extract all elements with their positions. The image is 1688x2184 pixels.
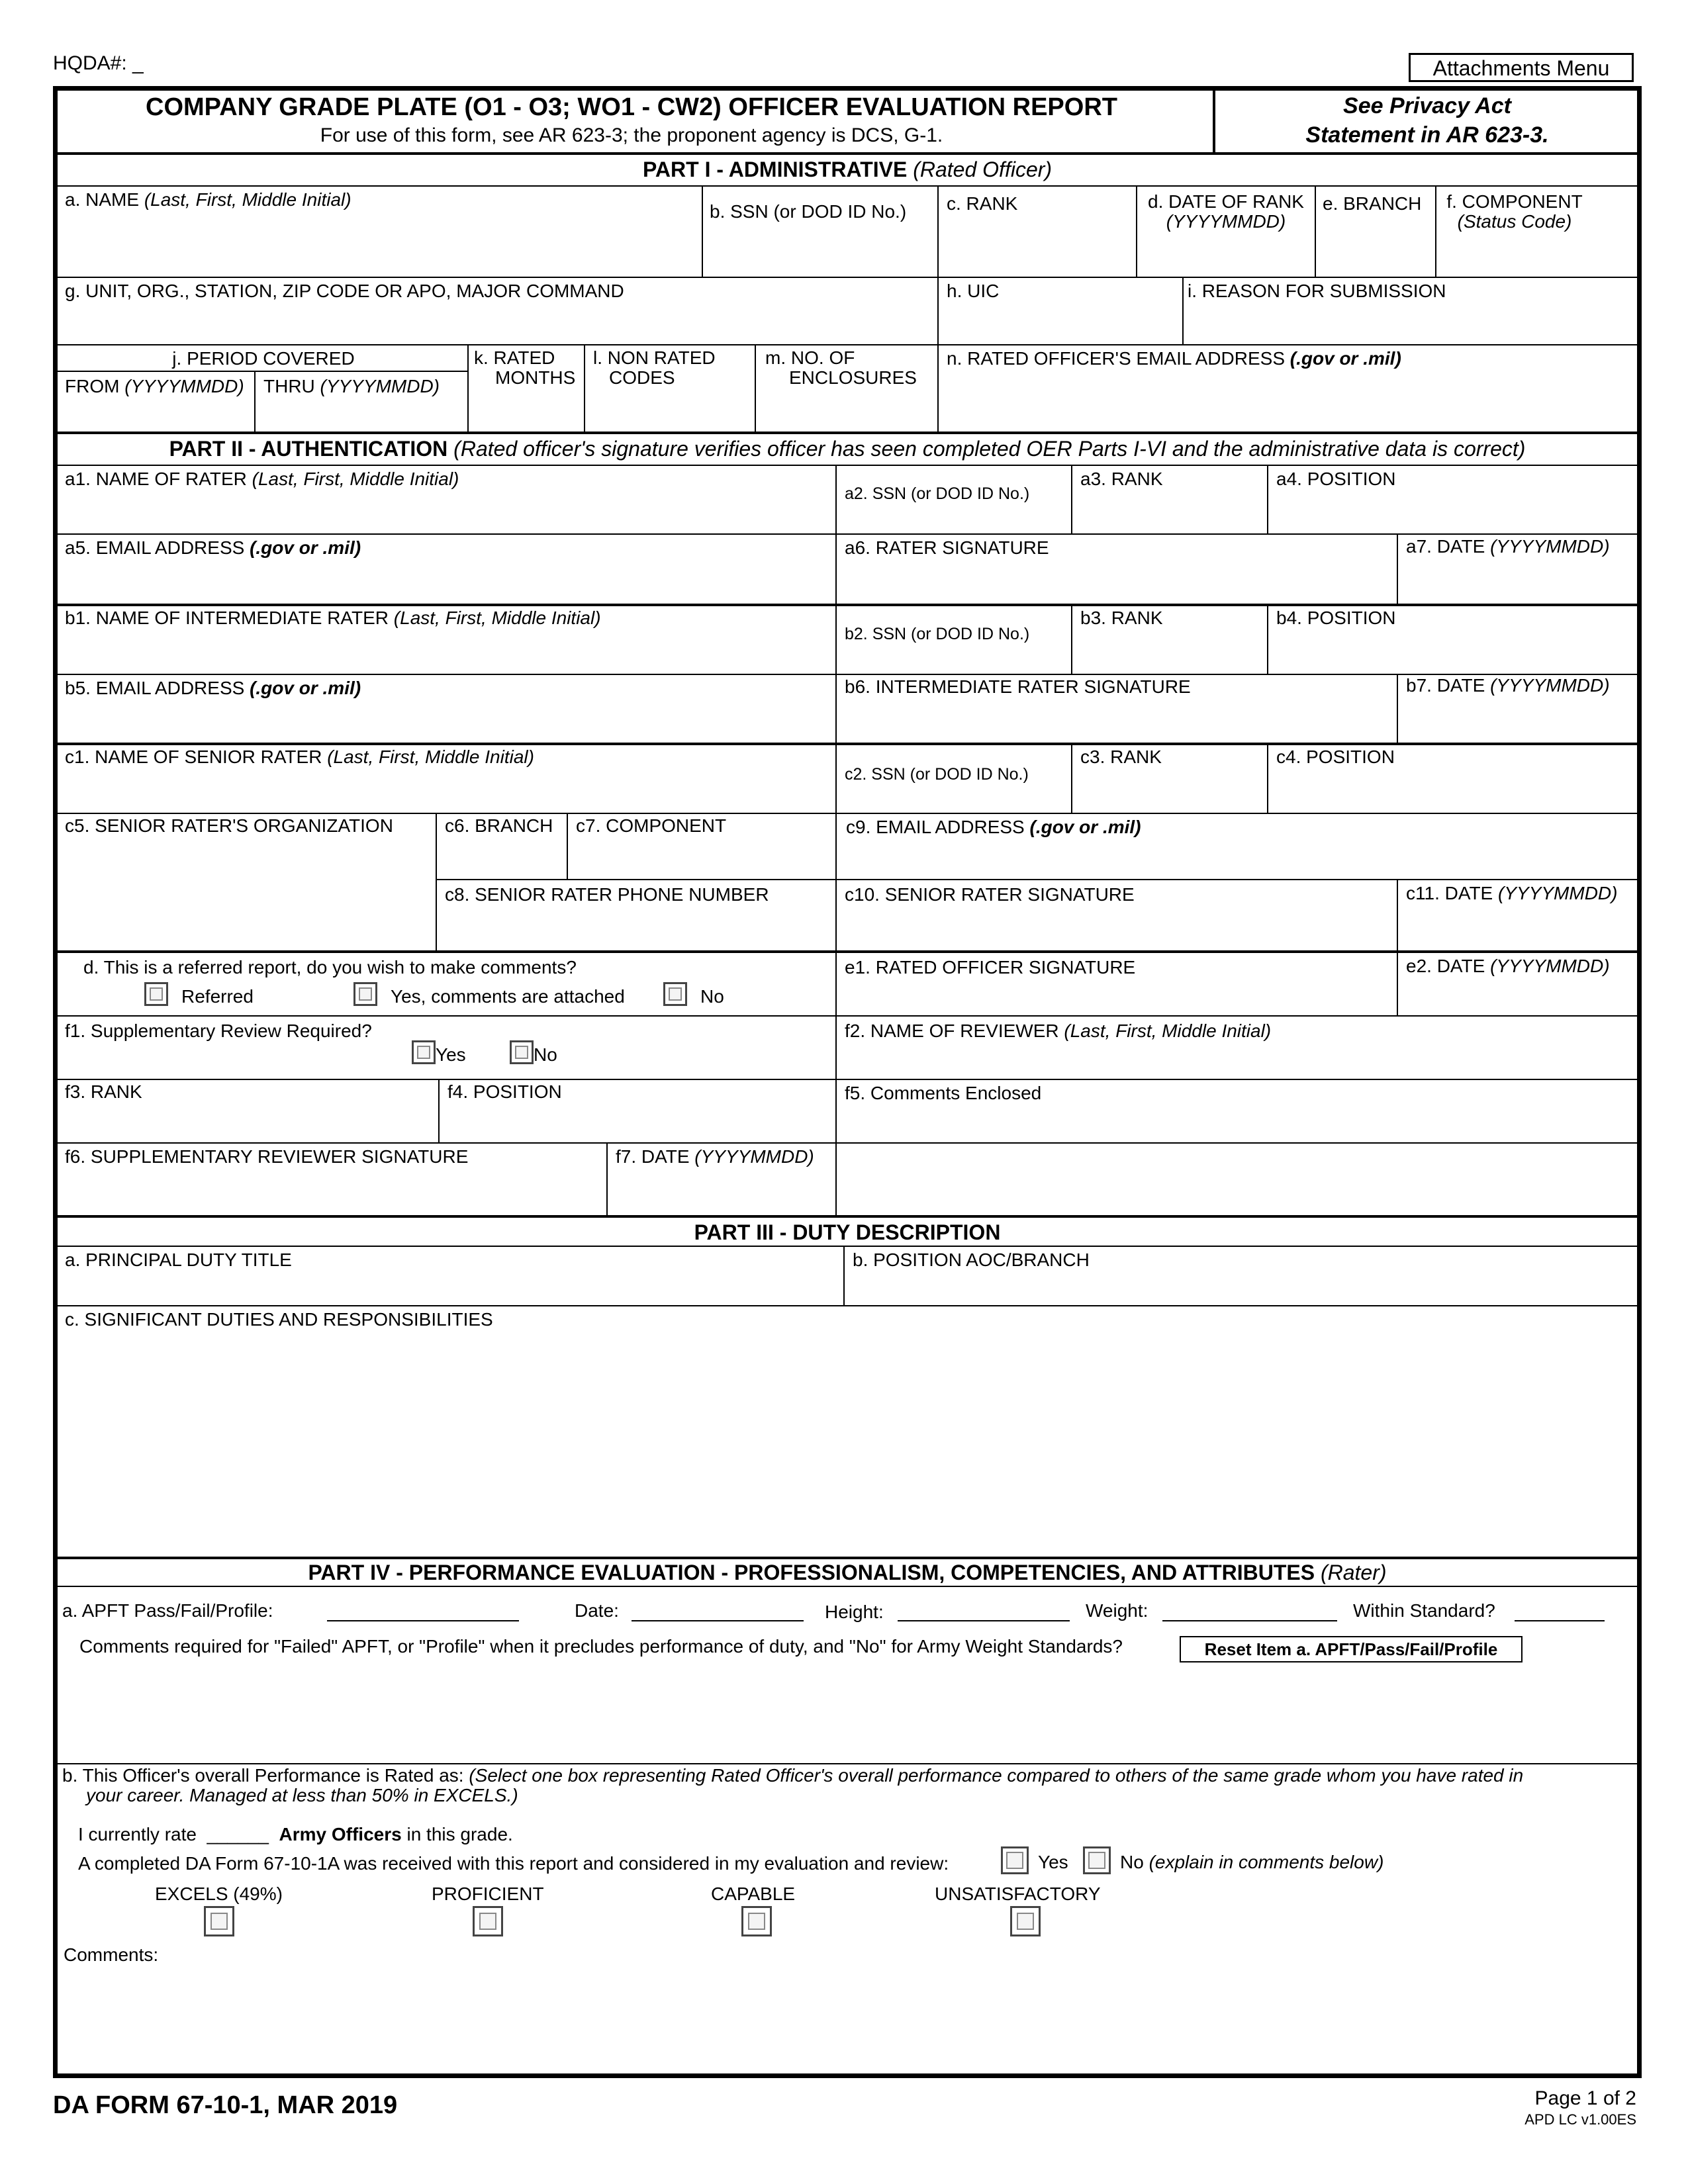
form-received-no-checkbox[interactable]	[1083, 1846, 1111, 1874]
height-label: Height:	[825, 1602, 884, 1622]
field-n-email[interactable]: n. RATED OFFICER'S EMAIL ADDRESS (.gov or .mil)	[947, 348, 1401, 369]
supplementary-yes-checkbox[interactable]	[412, 1040, 436, 1064]
comments-attached-label: Yes, comments are attached	[391, 986, 625, 1007]
field-h-uic[interactable]: h. UIC	[947, 281, 1000, 301]
field-a2-ssn[interactable]: a2. SSN (or DOD ID No.)	[845, 484, 1030, 503]
field-f5-comments-enclosed[interactable]: f5. Comments Enclosed	[845, 1083, 1042, 1103]
field-e2-date[interactable]: e2. DATE (YYYYMMDD)	[1406, 956, 1610, 976]
field-e1-rated-officer-signature[interactable]: e1. RATED OFFICER SIGNATURE	[845, 957, 1136, 978]
field-f6-supplementary-reviewer-signature[interactable]: f6. SUPPLEMENTARY REVIEWER SIGNATURE	[65, 1146, 469, 1167]
weight-label: Weight:	[1086, 1600, 1149, 1621]
weight-input[interactable]	[1162, 1620, 1337, 1621]
field-k-rated-months[interactable]: k. RATED MONTHS	[474, 347, 576, 388]
part2-title: PART II - AUTHENTICATION (Rated officer's signature verifies officer has seen completed OER Parts I-VI and the administrative data is correct)	[169, 437, 1526, 461]
reset-apft-button[interactable]: Reset Item a. APFT/Pass/Fail/Profile	[1180, 1636, 1523, 1662]
field-c5-senior-rater-organization[interactable]: c5. SENIOR RATER'S ORGANIZATION	[65, 815, 393, 836]
referred-report-question: d. This is a referred report, do you wish to make comments?	[83, 957, 577, 978]
field-g-unit[interactable]: g. UNIT, ORG., STATION, ZIP CODE OR APO, MAJOR COMMAND	[65, 281, 624, 301]
supplementary-no-checkbox[interactable]	[510, 1040, 534, 1064]
form-subtitle: For use of this form, see AR 623-3; the proponent agency is DCS, G-1.	[320, 124, 943, 146]
proficient-label: PROFICIENT	[432, 1884, 544, 1904]
field-i-reason[interactable]: i. REASON FOR SUBMISSION	[1188, 281, 1446, 301]
field-j-period-covered: j. PERIOD COVERED	[172, 348, 355, 369]
field-f7-date[interactable]: f7. DATE (YYYYMMDD)	[616, 1146, 814, 1167]
field-b3-rank[interactable]: b3. RANK	[1080, 608, 1163, 628]
field-b1-intermediate-rater-name[interactable]: b1. NAME OF INTERMEDIATE RATER (Last, First, Middle Initial)	[65, 608, 601, 628]
form-identifier: DA FORM 67-10-1, MAR 2019	[53, 2091, 398, 2119]
form-received-no-label: No (explain in comments below)	[1120, 1852, 1384, 1872]
capable-checkbox[interactable]	[741, 1906, 772, 1936]
performance-comments-label: Comments:	[64, 1944, 159, 1965]
apft-date-input[interactable]	[632, 1620, 804, 1621]
unsatisfactory-checkbox[interactable]	[1010, 1906, 1041, 1936]
hqda-label: HQDA#: _	[53, 52, 144, 74]
apft-input[interactable]	[327, 1620, 519, 1621]
supplementary-yes-label: Yes	[436, 1044, 466, 1065]
field-l-nonrated-codes[interactable]: l. NON RATED CODES	[593, 347, 716, 388]
field-a1-rater-name[interactable]: a1. NAME OF RATER (Last, First, Middle Initial)	[65, 469, 459, 489]
privacy-act-note: See Privacy Act Statement in AR 623-3.	[1305, 93, 1549, 148]
form-received-yes-checkbox[interactable]	[1001, 1846, 1029, 1874]
hqda-value[interactable]: _	[132, 52, 144, 74]
excels-label: EXCELS (49%)	[155, 1884, 283, 1904]
height-input[interactable]	[898, 1620, 1070, 1621]
comments-required-note: Comments required for "Failed" APFT, or "Profile" when it precludes performance of duty, and "No" for Army Weight Standards?	[79, 1636, 1123, 1657]
field-a7-date[interactable]: a7. DATE (YYYYMMDD)	[1406, 536, 1610, 557]
part4-title: PART IV - PERFORMANCE EVALUATION - PROFESSIONALISM, COMPETENCIES, AND ATTRIBUTES (Rater)	[308, 1561, 1387, 1584]
field-j-from[interactable]: FROM (YYYYMMDD)	[65, 376, 244, 396]
within-standard-input[interactable]	[1515, 1620, 1605, 1621]
field-e-branch[interactable]: e. BRANCH	[1323, 193, 1422, 214]
referred-label: Referred	[181, 986, 254, 1007]
apft-label: a. APFT Pass/Fail/Profile:	[62, 1600, 273, 1621]
field-principal-duty-title[interactable]: a. PRINCIPAL DUTY TITLE	[65, 1250, 292, 1270]
form-title: COMPANY GRADE PLATE (O1 - O3; WO1 - CW2) OFFICER EVALUATION REPORT	[146, 93, 1117, 121]
field-c1-senior-rater-name[interactable]: c1. NAME OF SENIOR RATER (Last, First, Middle Initial)	[65, 747, 534, 767]
performance-comments-area[interactable]	[65, 1968, 1627, 2068]
referred-no-checkbox[interactable]	[663, 982, 687, 1006]
field-c10-senior-rater-signature[interactable]: c10. SENIOR RATER SIGNATURE	[845, 884, 1135, 905]
field-f4-position[interactable]: f4. POSITION	[447, 1081, 562, 1102]
overall-performance-instructions: b. This Officer's overall Performance is Rated as: (Select one box representing Rated Officer's overall performance compared to others of the same grade whom you have rated in your career. Managed at less than 50% in EXCELS.)	[62, 1765, 1524, 1805]
field-c-rank[interactable]: c. RANK	[947, 193, 1018, 214]
field-b6-intermediate-rater-signature[interactable]: b6. INTERMEDIATE RATER SIGNATURE	[845, 676, 1191, 697]
field-b-ssn[interactable]: b. SSN (or DOD ID No.)	[710, 201, 907, 222]
field-c3-rank[interactable]: c3. RANK	[1080, 747, 1162, 767]
field-a5-email[interactable]: a5. EMAIL ADDRESS (.gov or .mil)	[65, 537, 361, 558]
apft-comments-area[interactable]	[65, 1674, 1627, 1754]
field-m-enclosures[interactable]: m. NO. OF ENCLOSURES	[765, 347, 917, 388]
field-a-name[interactable]: a. NAME (Last, First, Middle Initial)	[65, 189, 352, 210]
field-significant-duties[interactable]: c. SIGNIFICANT DUTIES AND RESPONSIBILITIES	[65, 1309, 493, 1330]
within-standard-label: Within Standard?	[1353, 1600, 1495, 1621]
form-received-yes-label: Yes	[1038, 1852, 1068, 1872]
field-f2-reviewer-name[interactable]: f2. NAME OF REVIEWER (Last, First, Middle Initial)	[845, 1021, 1272, 1041]
rate-count-line: I currently rate ______ Army Officers in this grade.	[78, 1824, 513, 1844]
field-f-component[interactable]: f. COMPONENT (Status Code)	[1446, 191, 1583, 232]
field-c8-phone[interactable]: c8. SENIOR RATER PHONE NUMBER	[445, 884, 769, 905]
field-d-date-of-rank[interactable]: d. DATE OF RANK (YYYYMMDD)	[1148, 191, 1304, 232]
field-position-aoc-branch[interactable]: b. POSITION AOC/BRANCH	[853, 1250, 1090, 1270]
form-received-question: A completed DA Form 67-10-1A was received with this report and considered in my evaluation and review:	[78, 1853, 949, 1874]
unsatisfactory-label: UNSATISFACTORY	[935, 1884, 1101, 1904]
supplementary-review-question: f1. Supplementary Review Required?	[65, 1021, 372, 1041]
field-b5-email[interactable]: b5. EMAIL ADDRESS (.gov or .mil)	[65, 678, 361, 698]
form-version: APD LC v1.00ES	[1524, 2111, 1636, 2128]
page-number: Page 1 of 2	[1534, 2087, 1636, 2109]
supplementary-no-label: No	[534, 1044, 557, 1065]
field-c11-date[interactable]: c11. DATE (YYYYMMDD)	[1406, 883, 1618, 903]
field-c9-email[interactable]: c9. EMAIL ADDRESS (.gov or .mil)	[846, 817, 1141, 837]
referred-checkbox[interactable]	[144, 982, 168, 1006]
proficient-checkbox[interactable]	[473, 1906, 503, 1936]
field-b4-position[interactable]: b4. POSITION	[1276, 608, 1396, 628]
capable-label: CAPABLE	[711, 1884, 796, 1904]
attachments-menu-button[interactable]: Attachments Menu	[1409, 53, 1634, 82]
excels-checkbox[interactable]	[204, 1906, 234, 1936]
part3-title: PART III - DUTY DESCRIPTION	[694, 1220, 1001, 1244]
apft-date-label: Date:	[575, 1600, 619, 1621]
field-c4-position[interactable]: c4. POSITION	[1276, 747, 1395, 767]
field-f3-rank[interactable]: f3. RANK	[65, 1081, 142, 1102]
field-a6-rater-signature[interactable]: a6. RATER SIGNATURE	[845, 537, 1049, 558]
field-a3-rank[interactable]: a3. RANK	[1080, 469, 1163, 489]
field-b2-ssn[interactable]: b2. SSN (or DOD ID No.)	[845, 625, 1030, 643]
field-j-thru[interactable]: THRU (YYYYMMDD)	[263, 376, 440, 396]
field-a4-position[interactable]: a4. POSITION	[1276, 469, 1396, 489]
part1-title: PART I - ADMINISTRATIVE (Rated Officer)	[642, 158, 1053, 181]
rate-count-input[interactable]: ______	[207, 1824, 269, 1844]
field-c6-branch[interactable]: c6. BRANCH	[445, 815, 553, 836]
comments-attached-checkbox[interactable]	[353, 982, 377, 1006]
field-c2-ssn[interactable]: c2. SSN (or DOD ID No.)	[845, 765, 1029, 784]
field-b7-date[interactable]: b7. DATE (YYYYMMDD)	[1406, 675, 1610, 696]
field-c7-component[interactable]: c7. COMPONENT	[576, 815, 727, 836]
referred-no-label: No	[700, 986, 724, 1007]
